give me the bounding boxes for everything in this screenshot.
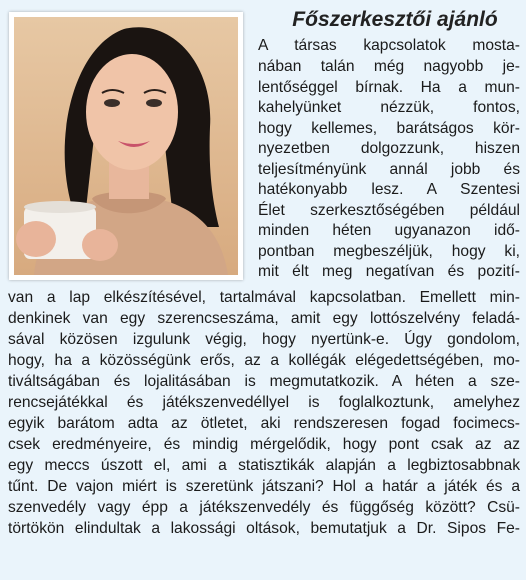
text-line: egy meccs úszott el, ami a statisztikák alapján a legbiztosabbnak [8,457,520,474]
text-line: mit élt meg negatívan és pozití- [258,263,520,280]
text-line: sával közösen izgulunk végig, hogy nyertünk-e. Úgy gondolom, [8,331,520,348]
text-line: nyezetben dolgozzunk, hiszen [258,140,520,157]
text-line: pontban megbeszéljük, hogy ki, [258,243,520,260]
text-line: A társas kapcsolatok mosta- [258,37,520,54]
text-line: hatékonyabb lesz. A Szentesi [258,181,520,198]
editor-portrait-photo [9,12,243,280]
text-line: rencsejátékkal és játékszenvedéllyel is foglalkoztunk, amelyhez [8,394,520,411]
text-line: tűnt. De vajon miért is szeretünk játszani? Hol a határ a játék és a [8,478,520,495]
text-line: egyik barátom adta az ötletet, aki rendszeresen fogad focimecs- [8,415,520,432]
text-line: csek eredményeire, és mindig mérgelődik, hogy pont csak az az [8,436,520,453]
text-line: teljesítményünk annál jobb és [258,161,520,178]
portrait-illustration [14,17,238,275]
text-line: törtökön elindultak a lakossági oltások, bemutatjuk a Dr. Sipos Fe- [8,520,520,537]
text-line: kahelyünket nézzük, fontos, [258,99,520,116]
text-line: nában talán még nagyobb je- [258,58,520,75]
text-line: minden héten ugyanazon idő- [258,222,520,239]
text-line: Élet szerkesztőségében például [258,202,520,219]
text-line: van a lap elkészítésével, tartalmával kapcsolatban. Emellett min- [8,289,520,306]
text-line: lentőséggel bírnak. Ha a mun- [258,79,520,96]
text-line: hogy kellemes, barátságos kör- [258,120,520,137]
text-line: szenvedély vagy épp a játékszenvedély és függőség között? Csü- [8,499,520,516]
article-title: Főszerkesztői ajánló [292,8,498,31]
text-line: hogy, ha a közösségünk erős, az a kollégák elégedettségében, mo- [8,352,520,369]
text-line: tiváltságában és lojalitásában is megmutatkozik. A héten a sze- [8,373,520,390]
text-line: denkinek van egy szerencseszáma, amit egy lottószelvény feladá- [8,310,520,327]
